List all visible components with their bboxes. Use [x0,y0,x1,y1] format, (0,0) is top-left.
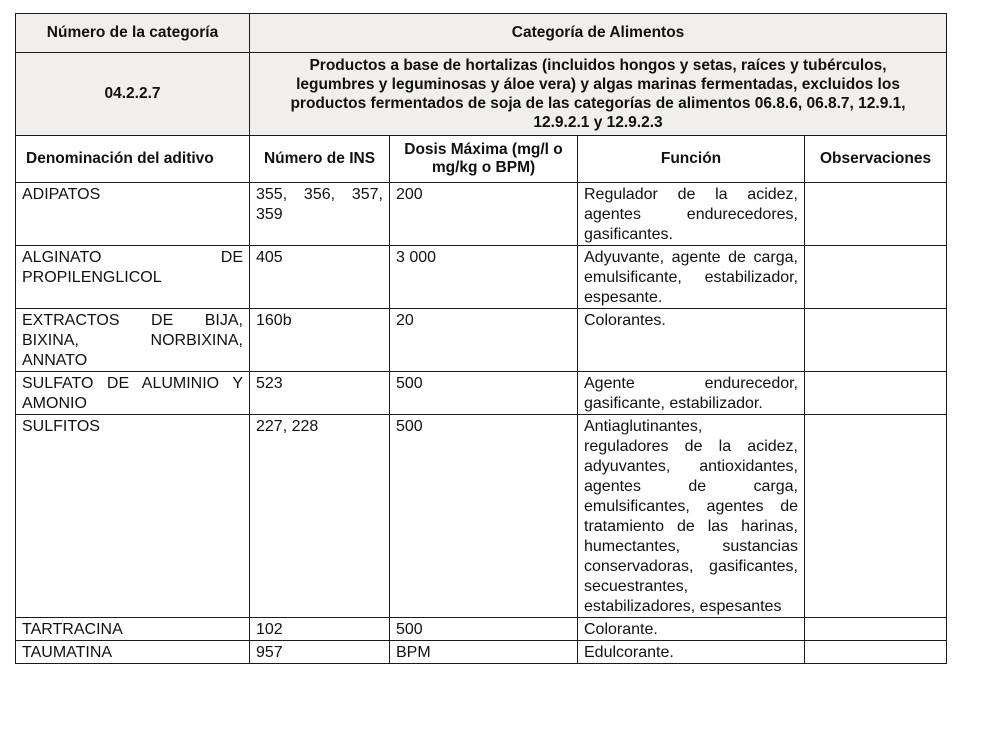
max-dose-cell: 500 [390,372,578,415]
additive-name-cell: SULFATO DE ALUMINIO Y AMONIO [16,372,250,415]
additive-name-cell: TAUMATINA [16,641,250,664]
category-row [16,53,947,136]
ins-number-cell: 160b [250,309,390,372]
table-row [16,618,947,641]
food-category-header: Categoría de Alimentos [250,14,947,53]
table-row [16,246,947,309]
function-line: Regulador de la acidez, [584,186,798,203]
additive-name-cell: ALGINATO DE PROPILENGLICOL [16,246,250,309]
function-cell [578,618,805,641]
ins-number-cell: 957 [250,641,390,664]
column-header-additive-name: Denominación del aditivo [16,136,250,183]
category-description-line: Productos a base de hortalizas (incluidos hongos y setas, raíces y tubérculos, [309,57,887,74]
function-line: emulsificante, estabilizador, [584,269,798,286]
function-line: Colorante. [584,621,658,638]
function-line: emulsificantes, agentes de [584,498,798,515]
additives-table [15,13,947,664]
function-cell [578,415,805,618]
function-line: humectantes, sustancias [584,538,798,555]
function-line: Adyuvante, agente de carga, [584,249,798,266]
table-row [16,183,947,246]
observations-cell [805,309,947,372]
function-line: tratamiento de las harinas, [584,518,798,535]
table-row [16,309,947,372]
max-dose-cell: 500 [390,618,578,641]
table-row [16,641,947,664]
column-header-max-dose: Dosis Máxima (mg/l o mg/kg o BPM) [390,136,578,183]
table-row [16,372,947,415]
function-line: gasificantes. [584,226,673,243]
function-line: gasificante, estabilizador. [584,395,763,412]
column-header-function: Función [578,136,805,183]
function-line: espesante. [584,289,663,306]
max-dose-cell: 500 [390,415,578,618]
max-dose-cell: 3 000 [390,246,578,309]
ins-number-cell: 405 [250,246,390,309]
observations-cell [805,618,947,641]
additive-name-cell: TARTRACINA [16,618,250,641]
category-description [250,53,947,136]
column-header-ins-number: Número de INS [250,136,390,183]
observations-cell [805,415,947,618]
observations-cell [805,183,947,246]
function-cell [578,246,805,309]
function-line: adyuvantes, antioxidantes, [584,458,798,475]
page-crop-edge [0,726,995,738]
category-description-line: productos fermentados de soja de las categorías de alimentos 06.8.6, 06.8.7, 12.9.1, [290,95,906,112]
table-row [16,415,947,618]
document-page [15,13,946,664]
header-row [16,14,947,53]
column-header-observations: Observaciones [805,136,947,183]
function-line: Agente endurecedor, [584,375,798,392]
category-number-header: Número de la categoría [16,14,250,53]
max-dose-cell: 20 [390,309,578,372]
observations-cell [805,641,947,664]
function-cell [578,372,805,415]
observations-cell [805,246,947,309]
function-line: agentes endurecedores, [584,206,798,223]
ins-number-cell: 227, 228 [250,415,390,618]
function-line: Edulcorante. [584,644,674,661]
function-line: reguladores de la acidez, [584,438,798,455]
function-line: conservadoras, gasificantes, [584,558,798,575]
function-cell [578,309,805,372]
function-line: secuestrantes, [584,578,689,595]
max-dose-cell: BPM [390,641,578,664]
function-line: agentes de carga, [584,478,798,495]
ins-number-cell: 523 [250,372,390,415]
function-line: estabilizadores, espesantes [584,598,782,615]
column-header-row [16,136,947,183]
category-description-line: 12.9.2.1 y 12.9.2.3 [533,114,663,131]
observations-cell [805,372,947,415]
ins-number-cell: 102 [250,618,390,641]
additive-name-cell: SULFITOS [16,415,250,618]
ins-number-cell: 355, 356, 357, 359 [250,183,390,246]
function-line: Colorantes. [584,312,666,329]
function-line: Antiaglutinantes, [584,418,703,435]
category-description-line: legumbres y leguminosas y áloe vera) y algas marinas fermentadas, excluidos los [296,76,900,93]
function-cell [578,641,805,664]
function-cell [578,183,805,246]
max-dose-cell: 200 [390,183,578,246]
additive-name-cell: ADIPATOS [16,183,250,246]
category-code: 04.2.2.7 [16,53,250,136]
additive-name-cell: EXTRACTOS DE BIJA, BIXINA, NORBIXINA, ANNATO [16,309,250,372]
